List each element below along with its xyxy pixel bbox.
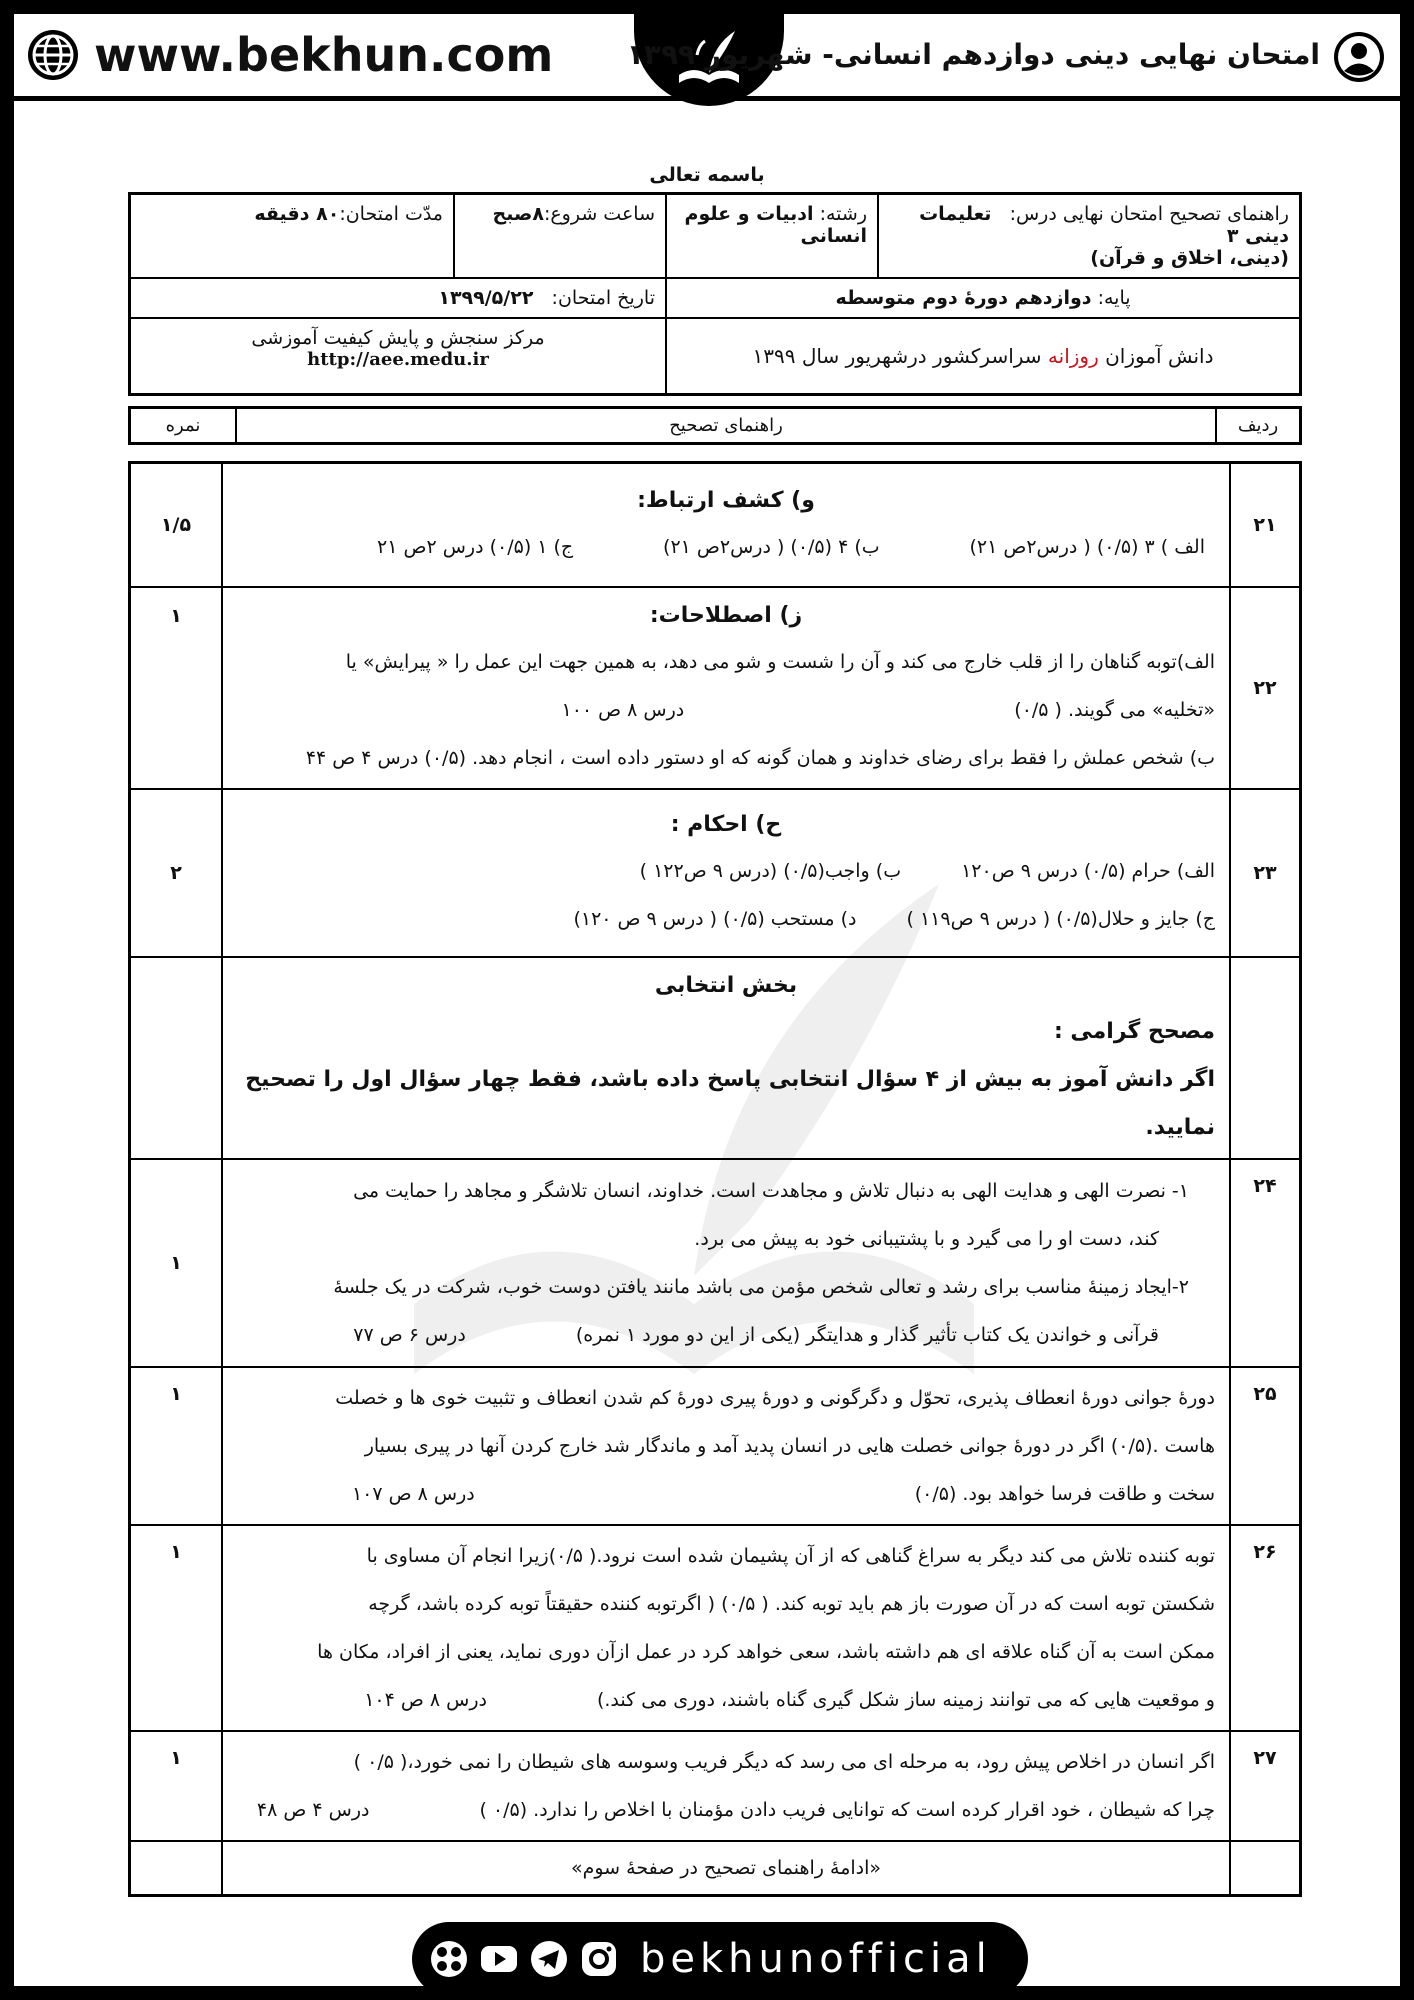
question-number: ۲۱: [1230, 463, 1301, 587]
lesson-reference: درس ۶ ص ۷۷: [353, 1323, 466, 1346]
site-link[interactable]: [26, 28, 553, 82]
question-score: ۱: [130, 1367, 223, 1525]
answer-a: الف ) ۳ (۰/۵) ( درس۲ص ۲۱): [969, 535, 1205, 558]
answer-cell: [222, 789, 1230, 957]
guide-label: راهنمای تصحیح امتحان نهایی درس:: [1009, 203, 1289, 225]
question-number: ۲۲: [1230, 587, 1301, 789]
answer-key: [112, 164, 1302, 1897]
answer-line: قرآنی و خواندن یک کتاب تأثیر گذار و هدایتگر (یکی از این دو مورد ۱ نمره): [575, 1323, 1159, 1346]
course-name: تعلیمات دینی ۳: [919, 203, 1289, 247]
exam-date-label: تاریخ امتحان:: [551, 287, 655, 309]
duration-value: ۸۰ دقیقه: [254, 203, 340, 225]
field-label: رشته:: [819, 203, 867, 225]
answer-line: ۱- نصرت الهی و هدایت الهی به دنبال تلاش و مجاهدت است. خداوند، انسان تلاشگر و مجاهد را حمایت می: [353, 1179, 1189, 1202]
grade-label: پایه:: [1097, 287, 1131, 309]
optional-section-cell: [222, 957, 1230, 1159]
assessment-center: مرکز سنجش و پایش کیفیت آموزشی: [251, 327, 545, 349]
start-time-value: ۸صبح: [492, 203, 544, 225]
globe-icon: [26, 28, 80, 82]
answer-c: ج) ۱ (۰/۵) درس ۲ص ۲۱: [377, 535, 574, 558]
answer-line: «تخلیه» می گویند. ( ۰/۵): [1014, 698, 1215, 721]
students-prefix: دانش آموزان: [1105, 344, 1214, 368]
exam-date-value: ۱۳۹۹/۵/۲۲: [438, 287, 534, 309]
answer-b: ب) ۴ (۰/۵) ( درس۲ص ۲۱): [663, 535, 880, 558]
guide-header-row: [128, 406, 1302, 445]
question-score: ۱: [130, 1525, 223, 1731]
score-header: نمره: [130, 408, 237, 444]
question-score: ۱: [130, 587, 223, 789]
question-score: ۱: [130, 1159, 223, 1367]
top-banner: [14, 14, 1400, 101]
question-number: ۲۶: [1230, 1525, 1301, 1731]
optional-note: اگر دانش آموز به بیش از ۴ سؤال انتخابی پاسخ داده باشد، فقط چهار سؤال اول را تصحیح نمایید.: [245, 1066, 1215, 1140]
students-type: روزانه: [1047, 344, 1099, 368]
answer-b: ب) واجب(۰/۵) (درس ۹ ص۱۲۲ ): [639, 859, 902, 882]
question-score: ۱: [130, 1731, 223, 1841]
table-row: [130, 789, 1301, 957]
grade-value: دوازدهم دورهٔ دوم متوسطه: [835, 287, 1092, 309]
aparat-icon[interactable]: [428, 1938, 470, 1980]
user-icon[interactable]: [1332, 30, 1386, 84]
answers-table: [128, 461, 1302, 1897]
answer-line: ممکن است به آن گناه علاقه ای هم داشته باشد، سعی خواهد کرد در عمل ازآن دوری نماید، یعنی از افراد، مکان ها: [317, 1640, 1215, 1663]
start-time-label: ساعت شروع:: [543, 203, 655, 225]
table-row: [130, 957, 1301, 1159]
field-value: ادبیات و علوم انسانی: [684, 203, 867, 247]
course-subtitle: (دینی، اخلاق و قرآن): [1090, 247, 1289, 269]
answer-line: توبه کننده تلاش می کند دیگر به سراغ گناهی که از آن پشیمان شده است نرود.( ۰/۵)زیرا انجام آن مساوی با: [366, 1544, 1215, 1567]
answer-line: سخت و طاقت فرسا خواهد بود. (۰/۵): [914, 1482, 1215, 1505]
table-row: [130, 463, 1301, 587]
answer-line: هاست .(۰/۵) اگر در دورهٔ جوانی خصلت هایی در انسان پدید آمد و ماندگار شد خارج کردن آنها در پیری بسیار: [364, 1434, 1215, 1457]
answer-cell: [222, 463, 1230, 587]
lesson-reference: درس ۸ ص ۱۰۴: [364, 1688, 487, 1711]
table-row: [130, 1159, 1301, 1367]
section-title: ح) احکام :: [670, 811, 782, 837]
lesson-reference: درس ۸ ص ۱۰۷: [351, 1482, 475, 1505]
answer-c: ج) جایز و حلال(۰/۵) ( درس ۹ ص۱۱۹ ): [906, 907, 1215, 930]
answer-line: و موقعیت هایی که می توانند زمینه ساز شکل گیری گناه باشند، دوری می کند.): [596, 1688, 1215, 1711]
question-number: ۲۷: [1230, 1731, 1301, 1841]
answer-cell: [222, 1367, 1230, 1525]
answer-line: شکستن توبه است که در آن صورت باز هم باید توبه کند. ( ۰/۵) ( اگرتوبه کننده حقیقتاً توبه کرده باشد، گرچه: [368, 1592, 1215, 1615]
answer-line: کند، دست او را می گیرد و با پشتیبانی خود به پیش می برد.: [694, 1227, 1159, 1250]
question-number: ۲۵: [1230, 1367, 1301, 1525]
optional-title: بخش انتخابی: [654, 972, 798, 998]
question-score: ۲: [130, 789, 223, 957]
students-suffix: سراسرکشور درشهریور سال ۱۳۹۹: [752, 344, 1042, 368]
answer-d: د) مستحب (۰/۵) ( درس ۹ ص ۱۲۰): [573, 907, 857, 930]
lesson-reference: درس ۴ ص ۴۸: [256, 1798, 370, 1821]
telegram-icon[interactable]: [528, 1938, 570, 1980]
section-title: ز) اصطلاحات:: [649, 602, 803, 628]
site-url-text: www.bekhun.com: [94, 28, 554, 82]
instagram-icon[interactable]: [578, 1938, 620, 1980]
answer-line: چرا که شیطان ، خود اقرار کرده است که توانایی فریب دادن مؤمنان با اخلاص را ندارد. (۰/۵ ): [479, 1798, 1215, 1821]
answer-cell: [222, 1525, 1230, 1731]
answer-line: ۲-ایجاد زمینهٔ مناسب برای رشد و تعالی شخص مؤمن می باشد مانند یافتن دوست خوب، شرکت در یک جلسهٔ: [333, 1275, 1189, 1298]
guide-header: راهنمای تصحیح: [236, 408, 1216, 444]
answer-cell: [222, 1731, 1230, 1841]
exam-info-table: [128, 192, 1302, 396]
social-footer: [412, 1922, 1028, 1996]
question-number: ۲۳: [1230, 789, 1301, 957]
table-row: [130, 1525, 1301, 1731]
row-header: ردیف: [1216, 408, 1301, 444]
answer-cell: [222, 1159, 1230, 1367]
question-score: ۱/۵: [130, 463, 223, 587]
answer-a: الف) حرام (۰/۵) درس ۹ ص۱۲۰: [961, 859, 1215, 882]
question-number: ۲۴: [1230, 1159, 1301, 1367]
answer-line: الف)توبه گناهان را از قلب خارج می کند و آن را شست و شو می دهد، به همین جهت این عمل را « پیرایش» یا: [345, 650, 1215, 673]
answer-line: دورهٔ جوانی دورهٔ انعطاف پذیری، تحوّل و دگرگونی و دورهٔ پیری دورهٔ کم شدن انعطاف و تثبیت خوی ها و خصلت: [335, 1386, 1215, 1409]
corrector-greeting: مصحح گرامی :: [1053, 1018, 1215, 1044]
answer-line: اگر انسان در اخلاص پیش رود، به مرحله ای می رسد که دیگر فریب وسوسه های شیطان را نمی خورد،( ۰/۵ ): [353, 1750, 1215, 1773]
exam-title: امتحان نهایی دینی دوازدهم انسانی- شهریور ۱۳۹۹: [626, 38, 1320, 71]
continued-note: «ادامهٔ راهنمای تصحیح در صفحهٔ سوم»: [222, 1841, 1230, 1896]
table-row: [130, 1367, 1301, 1525]
table-row: [130, 587, 1301, 789]
table-row: [130, 1841, 1301, 1896]
lesson-reference: درس ۸ ص ۱۰۰: [561, 698, 685, 721]
answer-line: ب) شخص عملش را فقط برای رضای خداوند و همان گونه که او دستور داده است ، انجام دهد. (۰/۵) درس ۴ ص ۴۴: [305, 746, 1215, 769]
duration-label: مدّت امتحان:: [339, 203, 443, 225]
social-handle[interactable]: bekhunofficial: [640, 1936, 992, 1982]
section-title: و) کشف ارتباط:: [637, 487, 815, 513]
youtube-icon[interactable]: [478, 1938, 520, 1980]
center-url[interactable]: http://aee.medu.ir: [307, 349, 489, 370]
answer-cell: [222, 587, 1230, 789]
table-row: [130, 1731, 1301, 1841]
basmala: باسمه تعالی: [649, 164, 765, 186]
